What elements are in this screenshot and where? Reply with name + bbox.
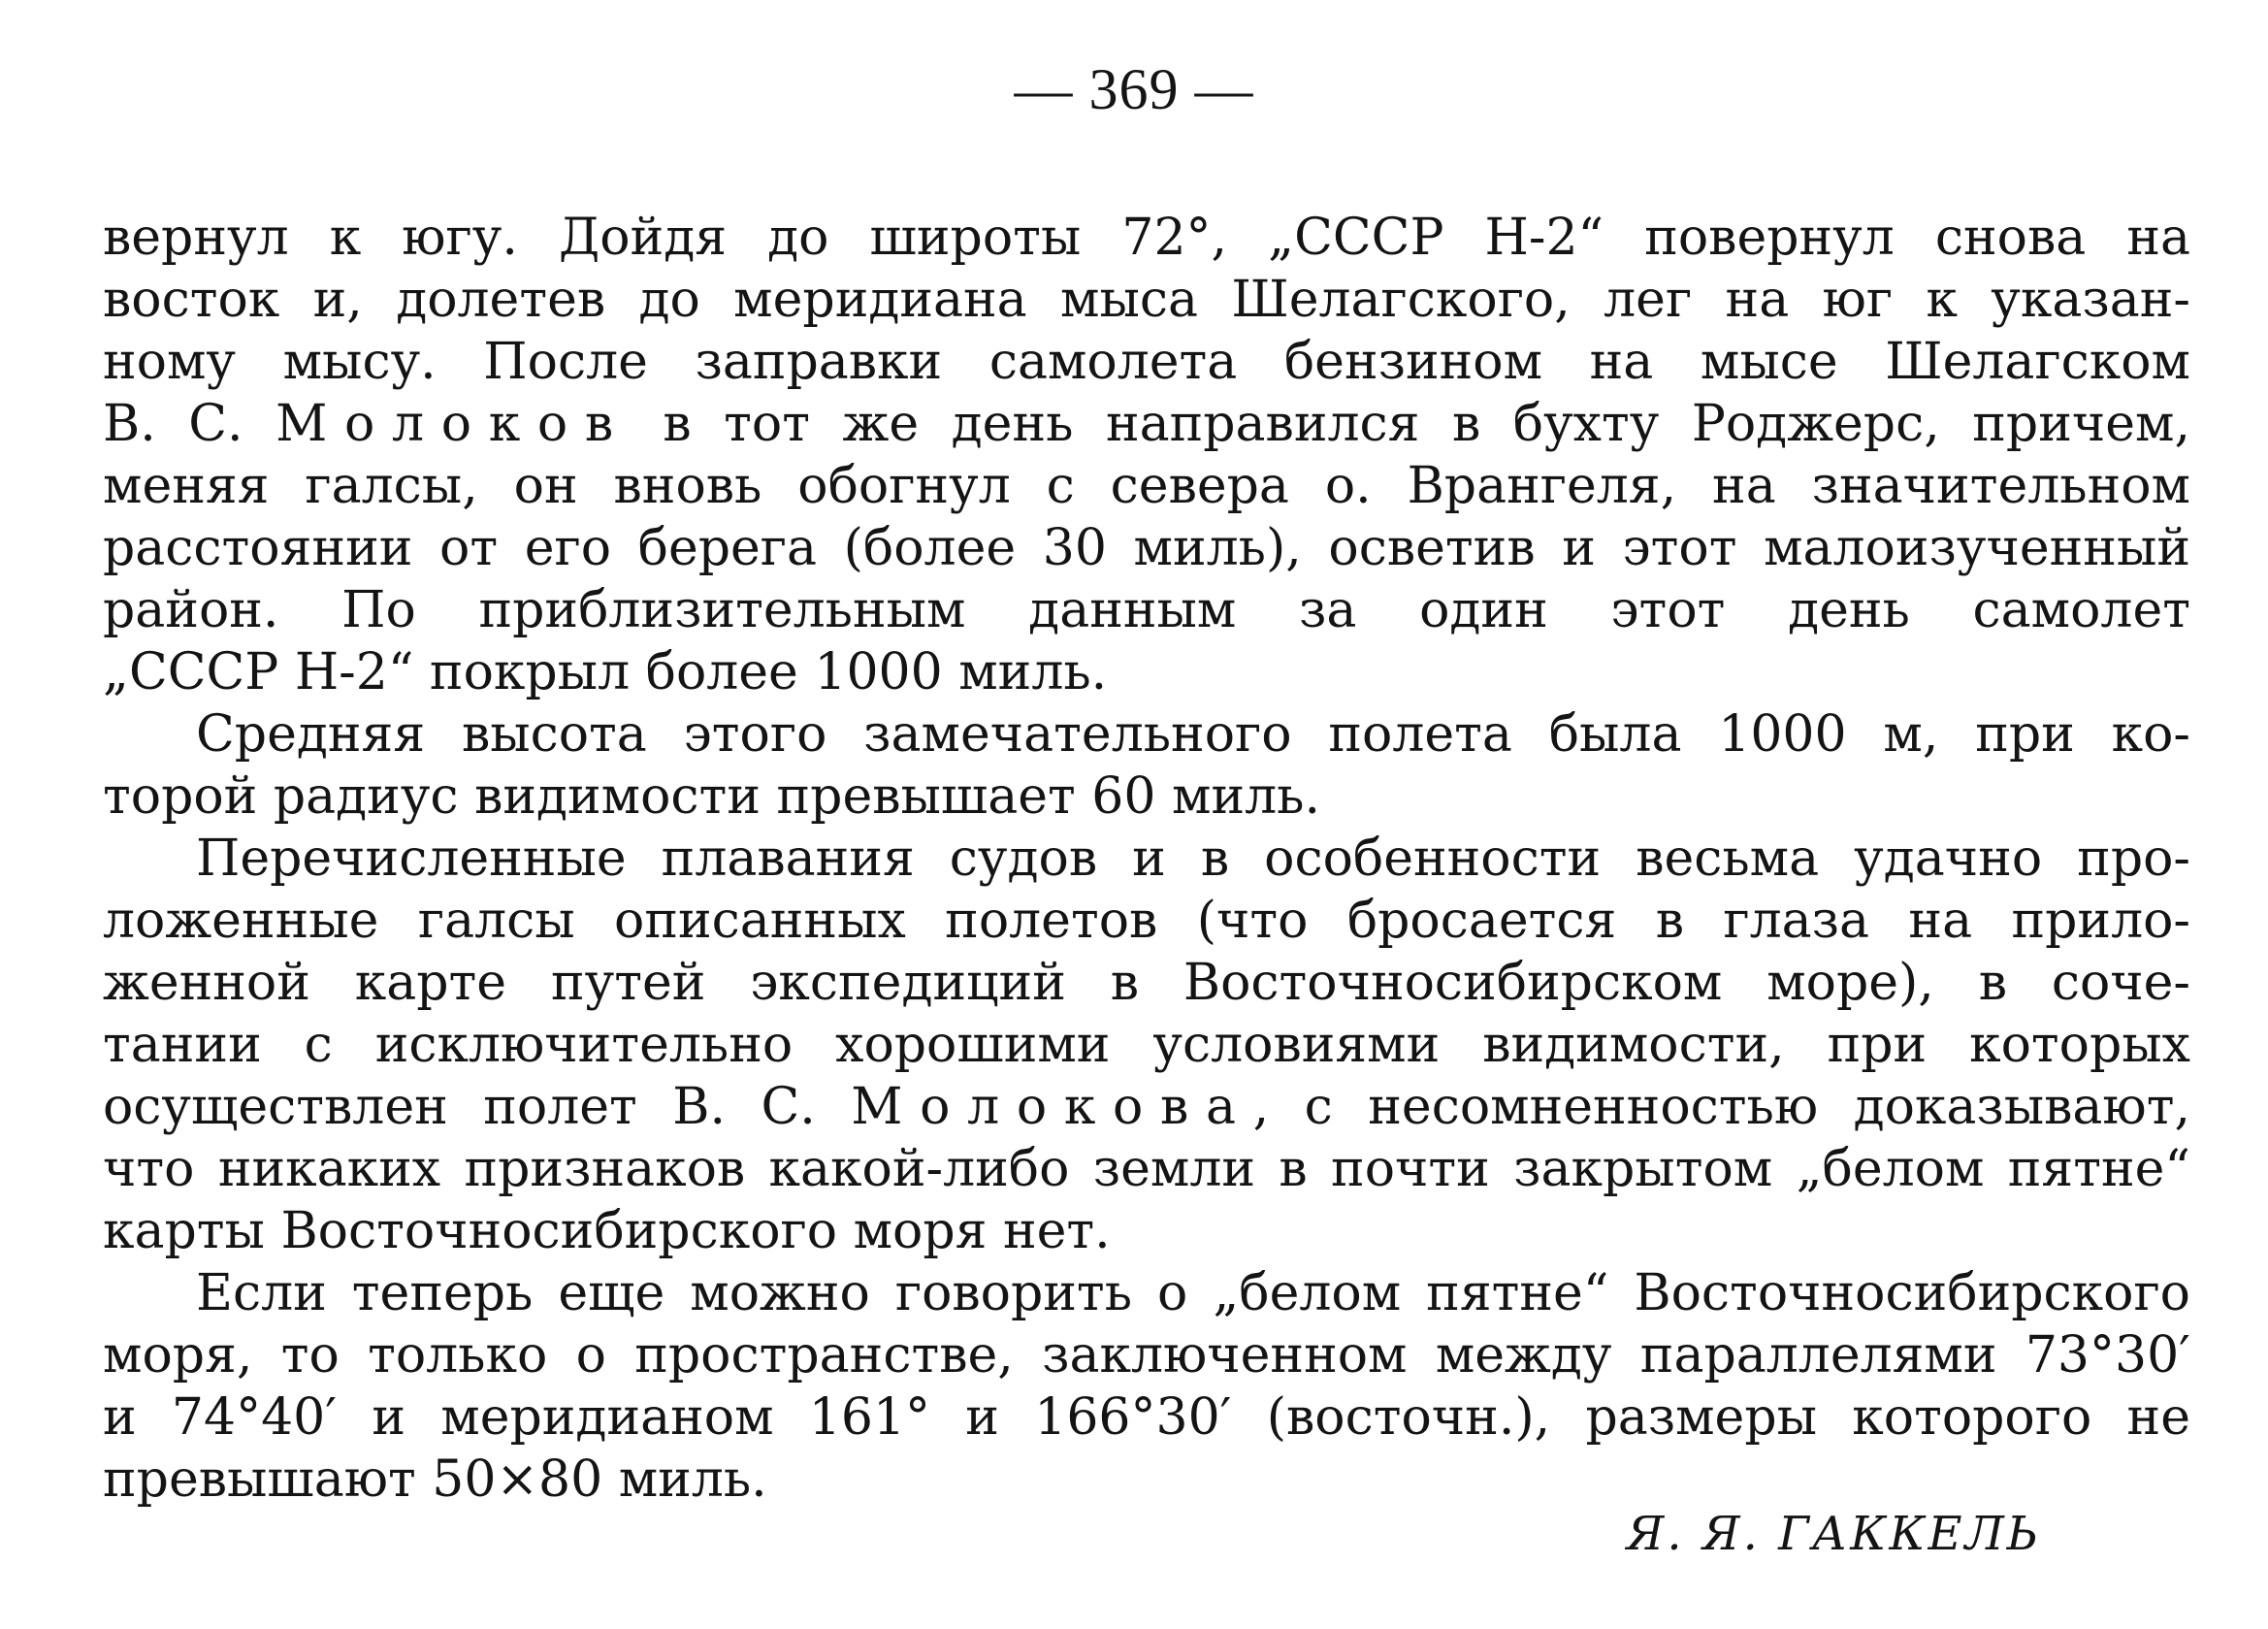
text-line: вернул к югу. Дойдя до широты 72°, „СССР Н-2“ повернул снова на — [103, 209, 2190, 267]
spaced-name: Молокова — [851, 1078, 1253, 1136]
paragraph-conclusion — [103, 828, 2190, 1262]
text-line: женной карте путей экспедиций в Восточносибирском море), в соче- — [103, 954, 2190, 1012]
paragraph-altitude — [103, 703, 2190, 828]
page-number: — 369 — — [1014, 57, 1254, 121]
spaced-name: Молоков — [275, 395, 631, 453]
text-line: моря, то только о пространстве, заключенном между параллелями 73°30′ — [103, 1326, 2190, 1385]
text-line: район. По приблизительным данным за один этот день самолет — [103, 581, 2190, 639]
paragraph-white-spot — [103, 1262, 2190, 1511]
text-line: Средняя высота этого замечательного полета была 1000 м, при ко- — [196, 705, 2190, 764]
paragraph-continuation — [103, 207, 2190, 703]
text-line: и 74°40′ и меридианом 161° и 166°30′ (восточн.), размеры которого не — [103, 1388, 2190, 1447]
text-line: ному мысу. После заправки самолета бензином на мысе Шелагском — [103, 333, 2190, 391]
text-fragment: В. С. — [103, 395, 276, 453]
text-line: расстоянии от его берега (более 30 миль), осветив и этот малоизученный — [103, 519, 2190, 577]
text-line: „СССР Н-2“ покрыл более 1000 миль. — [103, 643, 1108, 701]
text-line: Если теперь еще можно говорить о „белом пятне“ Восточносибирского — [196, 1264, 2190, 1322]
text-line — [103, 1076, 2190, 1138]
text-line: торой радиус видимости превышает 60 миль. — [103, 767, 1320, 826]
text-line: превышают 50×80 миль. — [103, 1450, 767, 1509]
text-line: тании с исключительно хорошими условиями видимости, при которых — [103, 1016, 2190, 1074]
text-line: карты Восточносибирского моря нет. — [103, 1202, 1111, 1260]
text-line: восток и, долетев до меридиана мыса Шелагского, лег на юг к указан- — [103, 271, 2190, 329]
body-text — [103, 207, 2190, 1511]
text-line — [103, 393, 2190, 455]
text-fragment: , с несомненностью доказывают, — [1252, 1078, 2190, 1136]
text-line: меняя галсы, он вновь обогнул с севера о. Врангеля, на значительном — [103, 457, 2190, 515]
author-signature: Я. Я. ГАККЕЛЬ — [1626, 1507, 2041, 1561]
text-line: ложенные галсы описанных полетов (что бросается в глаза на прило- — [103, 892, 2190, 950]
text-fragment: осуществлен полет В. С. — [103, 1078, 852, 1136]
text-line: Перечисленные плавания судов и в особенности весьма удачно про- — [196, 830, 2190, 888]
text-line: что никаких признаков какой-либо земли в почти закрытом „белом пятне“ — [103, 1140, 2190, 1198]
text-fragment: в тот же день направился в бухту Роджерс, причем, — [630, 395, 2190, 453]
